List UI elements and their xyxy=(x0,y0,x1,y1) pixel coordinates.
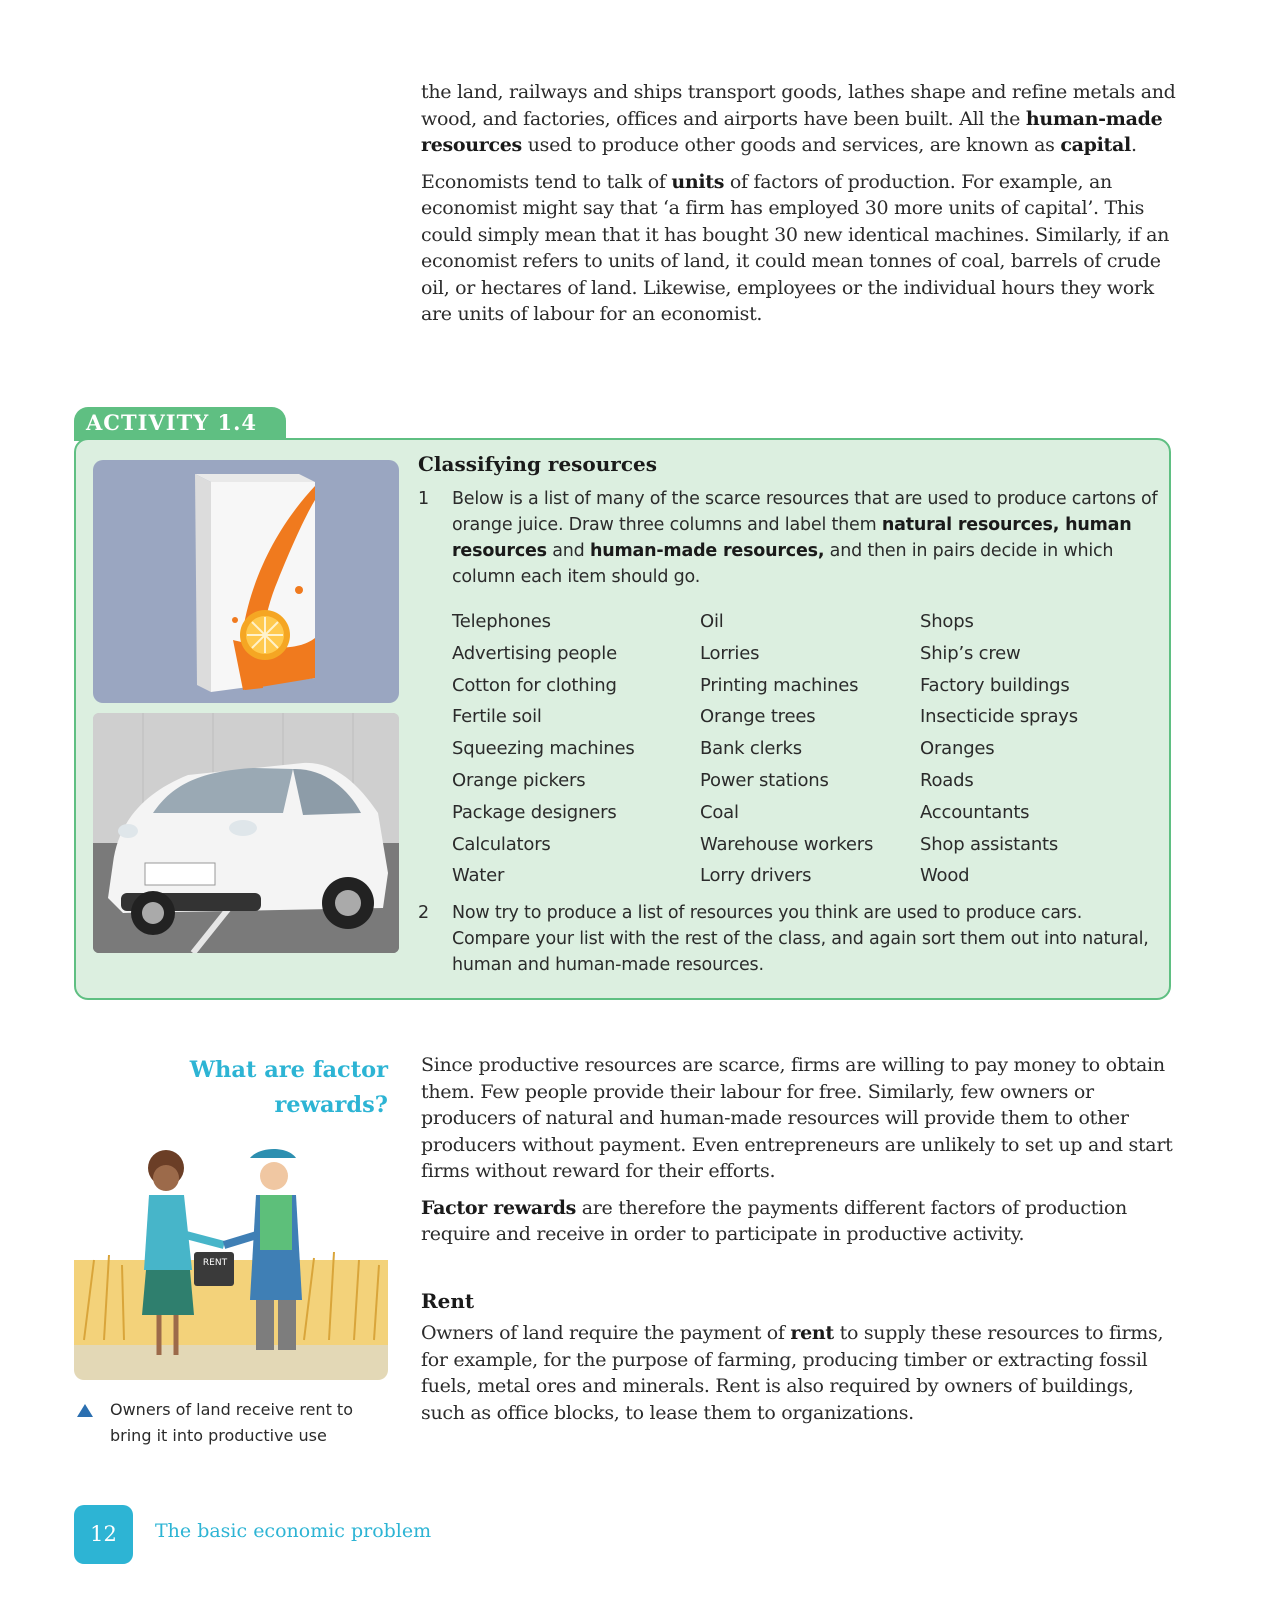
section-heading xyxy=(150,1053,388,1123)
rent-bag-label: RENT xyxy=(202,1258,228,1268)
caption-triangle-icon xyxy=(77,1404,93,1417)
bold-term: capital xyxy=(1060,134,1131,156)
text-run: are therefore the payments different factors of production require and receive in order to participate in productive activity. xyxy=(421,1196,1127,1245)
list-item: Oil xyxy=(700,611,724,632)
page-number: 12 xyxy=(74,1505,133,1564)
rent-subheading: Rent xyxy=(421,1289,475,1313)
rent-text xyxy=(421,1320,1176,1436)
list-item: Factory buildings xyxy=(920,674,1070,696)
car-icon xyxy=(93,713,399,953)
list-item: Bank clerks xyxy=(700,738,802,760)
bold-term: human-made resources xyxy=(421,107,1163,156)
list-item: Lorry drivers xyxy=(700,865,812,887)
list-item: Warehouse workers xyxy=(700,833,874,855)
list-item: Calculators xyxy=(452,833,551,855)
question-2 xyxy=(418,900,1158,978)
juice-carton-image xyxy=(93,460,399,703)
resource-column-3 xyxy=(920,606,1078,892)
activity-title: ACTIVITY 1.4 xyxy=(86,410,258,435)
question-text xyxy=(452,486,1158,590)
intro-text xyxy=(421,79,1176,338)
resource-column-2 xyxy=(700,606,873,892)
bold-term: Factor rewards xyxy=(421,1196,576,1219)
list-item: Orange trees xyxy=(700,706,816,728)
bold-term: human-made resources, xyxy=(589,541,825,561)
text-run: Economists tend to talk of xyxy=(421,170,672,193)
section-paragraph-2 xyxy=(421,1195,1176,1248)
list-item: Water xyxy=(452,865,505,887)
question-1 xyxy=(418,486,1158,590)
list-item: Lorries xyxy=(700,642,760,664)
bold-term: rent xyxy=(790,1322,834,1344)
rent-illustration xyxy=(74,1140,388,1380)
list-item: Accountants xyxy=(920,801,1030,823)
bold-term: natural resources, human resources xyxy=(452,515,1132,561)
rent-paragraph xyxy=(421,1320,1176,1426)
text-run: the land, railways and ships transport goods, lathes shape and refine metals and wood, and factories, offices and airports have been built. All the xyxy=(421,81,1176,130)
section-text xyxy=(421,1052,1176,1258)
text-run: Below is a list of many of the scarce resources that are used to produce cartons of orange juice. Draw three columns and label them xyxy=(452,489,1158,535)
text-run: and then in pairs decide in which column each item should go. xyxy=(452,541,1114,587)
text-run: and xyxy=(546,541,590,561)
list-item: Oranges xyxy=(920,738,995,760)
list-item: Power stations xyxy=(700,769,829,791)
list-item: Wood xyxy=(920,865,970,887)
chapter-title: The basic economic problem xyxy=(155,1520,432,1542)
list-item: Package designers xyxy=(452,801,617,823)
text-run: to supply these resources to firms, for example, for the purpose of farming, producing timber or extracting fossil fuels, metal ores and minerals. Rent is also required by owners of buildings, such as office blocks, to lease them to organizations. xyxy=(421,1322,1164,1424)
list-item: Fertile soil xyxy=(452,706,542,728)
section-paragraph-1: Since productive resources are scarce, firms are willing to pay money to obtain them. Few people provide their labour for free. Similarly, few owners or producers of natural and human-made resources will provide them to other producers without payment. Even entrepreneurs are unlikely to set up and start firms without reward for their efforts. xyxy=(421,1054,1173,1182)
intro-paragraph-2 xyxy=(421,169,1176,328)
resource-column-1 xyxy=(452,606,635,892)
list-item: Shops xyxy=(920,611,974,632)
list-item: Advertising people xyxy=(452,642,617,664)
figure-caption: Owners of land receive rent to bring it into productive use xyxy=(110,1400,353,1445)
question-number: 1 xyxy=(418,489,429,509)
bold-term: units xyxy=(671,170,725,193)
list-item: Telephones xyxy=(452,611,551,632)
juice-carton-icon xyxy=(93,460,399,703)
car-image xyxy=(93,713,399,953)
section-heading-line: rewards? xyxy=(274,1092,388,1118)
intro-paragraph-1 xyxy=(421,79,1176,159)
question-text: Now try to produce a list of resources you think are used to produce cars. Compare your list with the rest of the class, and again sort them out into natural, human and human-made resources. xyxy=(452,903,1149,975)
list-item: Roads xyxy=(920,769,974,791)
list-item: Shop assistants xyxy=(920,833,1059,855)
activity-heading: Classifying resources xyxy=(418,452,658,476)
list-item: Cotton for clothing xyxy=(452,674,617,696)
section-heading-line: What are factor xyxy=(189,1057,388,1083)
list-item: Ship’s crew xyxy=(920,642,1021,664)
list-item: Printing machines xyxy=(700,674,859,696)
list-item: Insecticide sprays xyxy=(920,706,1078,728)
list-item: Orange pickers xyxy=(452,769,586,791)
text-run: Owners of land require the payment of xyxy=(421,1322,791,1344)
text-run: of factors of production. For example, an economist might say that ‘a firm has employed 30 more units of capital’. This could simply mean that it has bought 30 new identical machines. Similarly, if an economist refers to units of land, it could mean tonnes of coal, barrels of crude oil, or hectares of land. Likewise, employees or the individual hours they work are units of labour for an economist. xyxy=(421,170,1170,325)
question-number: 2 xyxy=(418,903,429,923)
text-run: . xyxy=(1130,134,1137,156)
text-run: used to produce other goods and services, are known as xyxy=(521,134,1061,156)
list-item: Coal xyxy=(700,801,739,823)
list-item: Squeezing machines xyxy=(452,738,635,760)
